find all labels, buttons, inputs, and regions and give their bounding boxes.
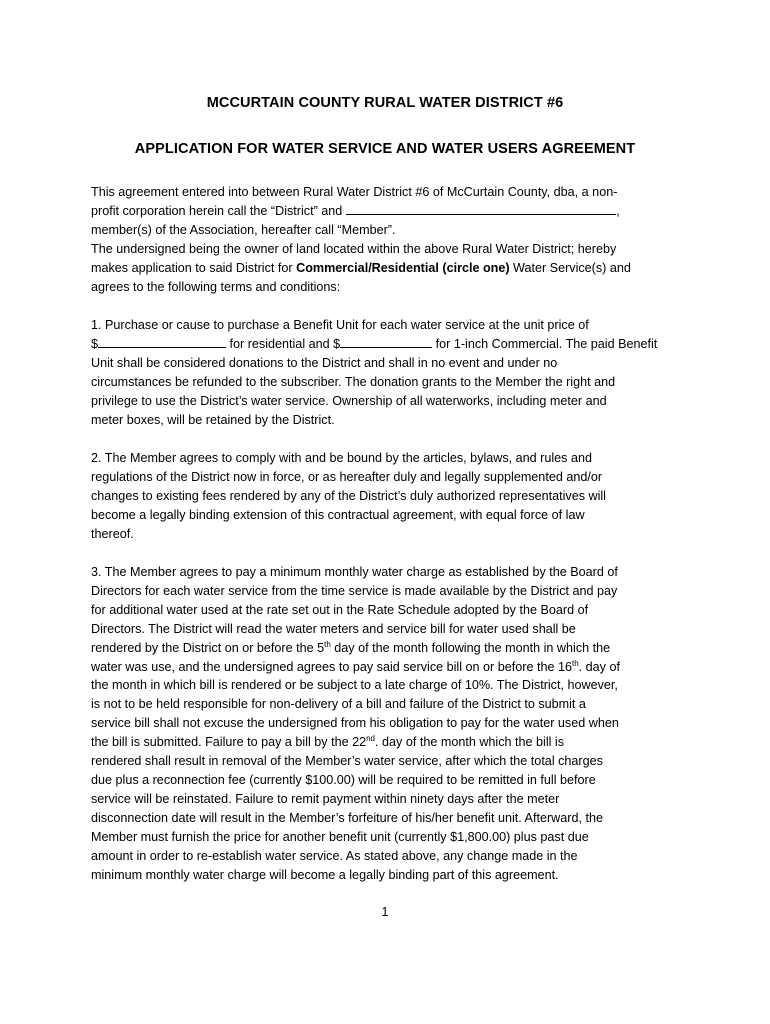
text-line: The undersigned being the owner of land located within the above Rural Water District; hereby [91,241,617,256]
text-line: member(s) of the Association, hereafter call “Member”. [91,222,396,237]
text-line: is not to be held responsible for non-delivery of a bill and failure of the District to submit a [91,697,586,712]
text-span: . day of [578,659,620,674]
text-line: changes to existing fees rendered by any of the District’s duly authorized representatives will [91,488,606,503]
text-span: , [616,203,620,218]
ordinal-suffix: nd [366,733,376,743]
clause-3 [91,563,691,884]
text-line: thereof. [91,526,134,541]
member-name-blank[interactable] [346,202,616,215]
text-line [91,658,691,677]
text-line: for additional water used at the rate set out in the Rate Schedule adopted by the Board of [91,602,589,617]
text-line: Member must furnish the price for another benefit unit (currently $1,800.00) plus past due [91,829,589,844]
text-line [91,202,691,221]
text-line: the month in which bill is rendered or be subject to a late charge of 10%. The District, however, [91,678,618,693]
ordinal-suffix: th [324,639,331,649]
page-number: 1 [381,905,389,919]
text-line: Directors for each water service from the time service is made available by the District and pay [91,583,618,598]
text-line [91,259,691,278]
text-line: service bill shall not excuse the undersigned from his obligation to pay for the water used when [91,716,619,731]
clause-2 [91,449,691,544]
text-line [91,335,691,354]
text-span: for residential and $ [226,336,341,351]
text-span: rendered by the District on or before the 5 [91,640,325,655]
text-span: makes application to said District for [91,260,297,275]
clause-1 [91,316,691,429]
text-line: 3. The Member agrees to pay a minimum monthly water charge as established by the Board of [91,565,618,579]
text-span: $ [91,336,99,351]
text-line: 1. Purchase or cause to purchase a Benefit Unit for each water service at the unit price of [91,318,589,332]
text-line: Unit shall be considered donations to the District and shall in no event and under no [91,355,558,370]
text-line: amount in order to re-establish water service. As stated above, any change made in the [91,848,578,863]
text-line [91,639,691,658]
document-title: APPLICATION FOR WATER SERVICE AND WATER USERS AGREEMENT [134,141,636,157]
text-span: Water Service(s) and [509,260,631,275]
text-line: due plus a reconnection fee (currently $100.00) will be required to be remitted in full before [91,772,596,787]
commercial-price-blank[interactable] [340,335,432,348]
ordinal-suffix: th [571,658,579,668]
text-line: disconnection date will result in the Member’s forfeiture of his/her benefit unit. Afterward, the [91,810,603,825]
residential-price-blank[interactable] [98,335,226,348]
district-heading: MCCURTAIN COUNTY RURAL WATER DISTRICT #6 [206,95,564,111]
text-line: rendered shall result in removal of the Member’s water service, after which the total charges [91,754,603,769]
text-line: Directors. The District will read the water meters and service bill for water used shall be [91,621,576,636]
text-span: profit corporation herein call the “District” and [91,203,343,218]
intro-paragraph [91,183,691,296]
text-line [91,733,691,752]
text-line: agrees to the following terms and conditions: [91,279,341,294]
text-span: water was use, and the undersigned agrees to pay said service bill on or before the 16 [91,659,572,674]
text-line: This agreement entered into between Rural Water District #6 of McCurtain County, dba, a non- [91,185,618,199]
text-span: for 1-inch Commercial. The paid Benefit [432,336,658,351]
text-span: . day of the month which the bill is [375,735,565,750]
text-line: 2. The Member agrees to comply with and be bound by the articles, bylaws, and rules and [91,451,592,465]
text-line: meter boxes, will be retained by the District. [91,412,335,427]
text-line: circumstances be refunded to the subscriber. The donation grants to the Member the right and [91,374,616,389]
text-line: service will be reinstated. Failure to remit payment within ninety days after the meter [91,791,560,806]
text-span: the bill is submitted. Failure to pay a bill by the 22 [91,735,367,750]
text-line: privilege to use the District’s water service. Ownership of all waterworks, including meter and [91,393,607,408]
service-type-choice[interactable]: Commercial/Residential (circle one) [296,260,510,275]
text-line: minimum monthly water charge will become a legally binding part of this agreement. [91,867,559,882]
text-line: regulations of the District now in force, or as hereafter duly and legally supplemented and/or [91,469,603,484]
text-line: become a legally binding extension of this contractual agreement, with equal force of law [91,507,585,522]
text-span: day of the month following the month in which the [330,640,611,655]
